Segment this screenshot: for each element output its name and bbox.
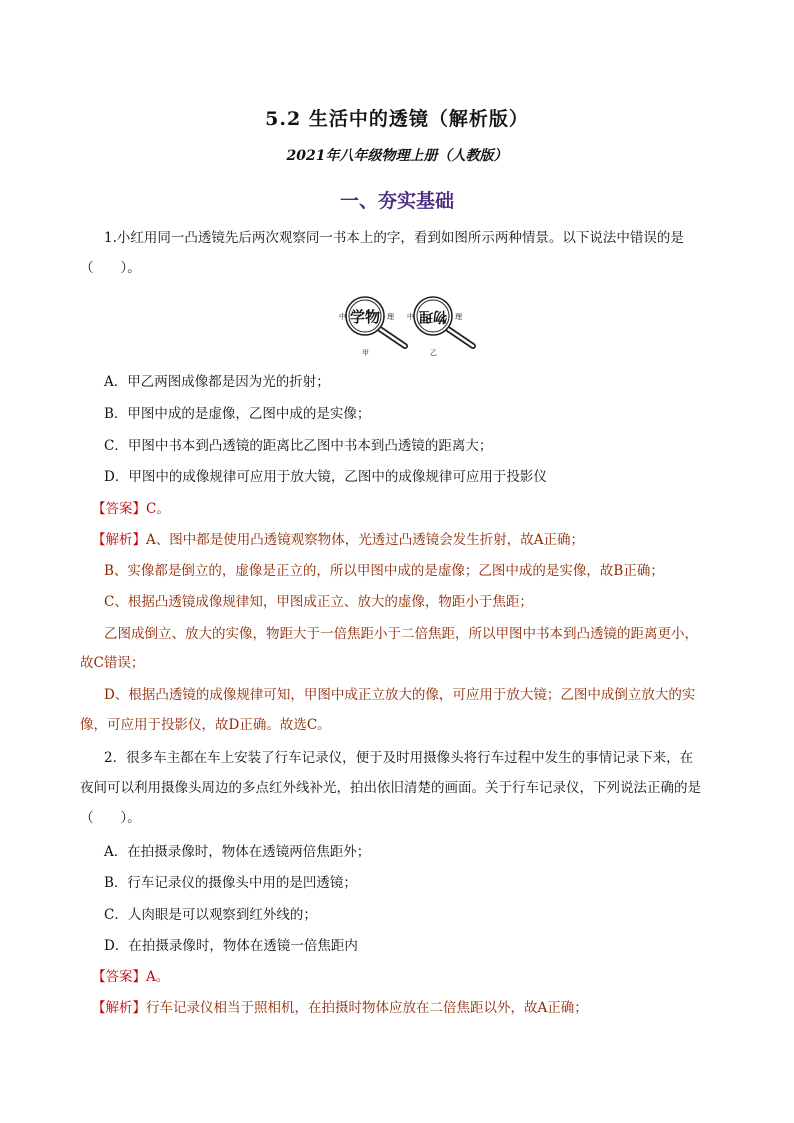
analysis-text: 行车记录仪相当于照相机，在拍摄时物体应放在二倍焦距以外，故A正确； [146, 1000, 588, 1016]
q1-option-d: D．甲图中的成像规律可应用于放大镜，乙图中的成像规律可应用于投影仪 [104, 469, 547, 485]
q1-analysis-line1 [92, 530, 732, 550]
q1-option-c: C．甲图中书本到凸透镜的距离比乙图中书本到凸透镜的距离大； [104, 438, 493, 454]
answer-value: A。 [146, 969, 170, 985]
q1-stem-line1: 1.小红用同一凸透镜先后两次观察同一书本上的字，看到如图所示两种情景。以下说法中错误的是 [104, 230, 684, 246]
q2-stem-line1: 2．很多车主都在车上安装了行车记录仪，便于及时用摄像头将行车过程中发生的事情记录下来，在 [104, 750, 694, 766]
q1-analysis-line7: 像，可应用于投影仪，故D正确。故选C。 [80, 717, 331, 733]
q2-option-b: B．行车记录仪的摄像头中用的是凹透镜； [104, 875, 357, 891]
fig-left-word: 学物 [349, 308, 381, 326]
magnifier-right-icon [407, 297, 473, 357]
analysis-tag: 【解析】 [92, 532, 146, 548]
answer-tag: 【答案】 [92, 501, 146, 517]
q1-option-b: B．甲图中成的是虚像，乙图中成的是实像； [104, 406, 371, 422]
answer-value: C。 [146, 501, 170, 517]
fig-label-yi: 乙 [430, 349, 437, 357]
q2-option-d: D．在拍摄录像时，物体在透镜一倍焦距内 [104, 938, 358, 954]
q1-option-a: A．甲乙两图成像都是因为光的折射； [104, 374, 330, 390]
document-subtitle: 2021年八年级物理上册（人教版） [286, 148, 508, 164]
q1-analysis-line4: 乙图成倒立、放大的实像，物距大于一倍焦距小于二倍焦距，所以甲图中书本到凸透镜的距离更小， [104, 626, 698, 642]
magnifier-left-icon [339, 297, 405, 357]
q2-analysis-line1 [92, 998, 732, 1018]
fig-left-prefix: 中 [339, 313, 346, 321]
answer-tag: 【答案】 [92, 969, 146, 985]
q1-analysis-line3: C、根据凸透镜成像规律知，甲图成正立、放大的虚像，物距小于焦距； [104, 594, 533, 610]
fig-left-suffix: 理 [387, 313, 394, 321]
fig-right-word: 物理 [419, 308, 447, 324]
analysis-tag: 【解析】 [92, 1000, 146, 1016]
q2-option-a: A．在拍摄录像时，物体在透镜两倍焦距外； [104, 844, 371, 860]
fig-right-prefix: 中 [407, 313, 414, 321]
q2-stem-line3: （ ）。 [80, 810, 141, 826]
q2-stem-line2: 夜间可以利用摄像头周边的多点红外线补光，拍出依旧清楚的画面。关于行车记录仪，下列说法正确的是 [80, 780, 701, 796]
analysis-text: A、图中都是使用凸透镜观察物体，光透过凸透镜会发生折射，故A正确； [146, 532, 584, 548]
q2-answer [92, 967, 732, 987]
q1-answer [92, 499, 732, 519]
q1-analysis-line6: D、根据凸透镜的成像规律可知，甲图中成正立放大的像，可应用于放大镜；乙图中成倒立放大的实 [104, 687, 696, 703]
section-heading: 一、夯实基础 [339, 190, 454, 212]
q1-analysis-line2: B、实像都是倒立的，虚像是正立的，所以甲图中成的是虚像；乙图中成的是实像，故B正确； [104, 563, 664, 579]
q1-magnifier-figure [335, 294, 485, 358]
fig-label-jia: 甲 [362, 349, 369, 357]
q1-stem-line2: （ ）。 [80, 260, 141, 276]
document-title: 5.2 生活中的透镜（解析版） [265, 108, 529, 130]
q2-option-c: C．人肉眼是可以观察到红外线的； [104, 907, 317, 923]
fig-right-suffix: 理 [455, 313, 462, 321]
q1-analysis-line5: 故C错误； [80, 655, 145, 671]
